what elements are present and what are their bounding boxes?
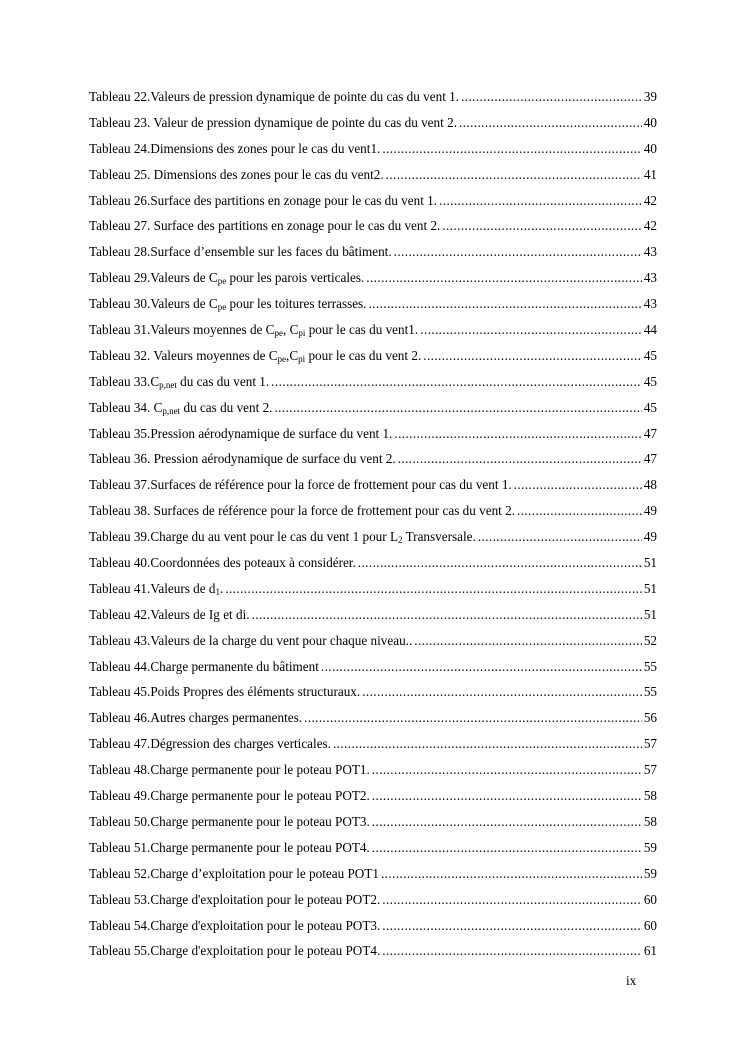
toc-entry[interactable] [89, 916, 657, 942]
toc-leader-dots [420, 320, 642, 340]
toc-leader-dots [366, 268, 642, 288]
table-of-tables [89, 87, 657, 967]
toc-leader-dots [333, 734, 642, 754]
toc-entry-label: Tableau 44.Charge permanente du bâtiment [89, 658, 319, 674]
toc-entry-label: Tableau 48.Charge permanente pour le poteau POT1. [89, 762, 370, 778]
toc-entry-page: 43 [643, 270, 657, 286]
toc-entry[interactable] [89, 890, 657, 916]
toc-entry[interactable] [89, 734, 657, 760]
toc-entry[interactable] [89, 786, 657, 812]
toc-entry-page: 47 [643, 451, 657, 467]
toc-entry-page: 42 [643, 192, 657, 208]
toc-entry-page: 49 [643, 529, 657, 545]
toc-entry[interactable] [89, 191, 657, 217]
toc-entry[interactable] [89, 501, 657, 527]
toc-leader-dots [368, 294, 641, 314]
toc-entry[interactable] [89, 760, 657, 786]
toc-leader-dots [517, 501, 642, 521]
toc-entry-label: Tableau 26.Surface des partitions en zonage pour le cas du vent 1. [89, 192, 438, 208]
toc-entry[interactable] [89, 87, 657, 113]
toc-entry[interactable] [89, 113, 657, 139]
toc-leader-dots [398, 449, 642, 469]
toc-entry[interactable] [89, 139, 657, 165]
toc-leader-dots [439, 191, 642, 211]
toc-leader-dots [382, 941, 642, 961]
toc-entry-label: Tableau 28.Surface d’ensemble sur les faces du bâtiment. [89, 244, 392, 260]
toc-entry[interactable] [89, 941, 657, 967]
toc-entry[interactable] [89, 165, 657, 191]
toc-leader-dots [372, 838, 642, 858]
toc-entry-page: 59 [643, 865, 657, 881]
toc-entry-page: 51 [643, 555, 657, 571]
toc-entry-label: Tableau 49.Charge permanente pour le poteau POT2. [89, 788, 370, 804]
toc-leader-dots [362, 682, 642, 702]
toc-entry-label: Tableau 38. Surfaces de référence pour la force de frottement pour cas du vent 2. [89, 503, 516, 519]
toc-entry-label: Tableau 42.Valeurs de Ig et di. [89, 606, 250, 622]
toc-leader-dots [304, 708, 642, 728]
toc-entry-label: Tableau 45.Poids Propres des éléments structuraux. [89, 684, 361, 700]
toc-entry-page: 59 [643, 839, 657, 855]
toc-entry-page: 61 [643, 943, 657, 959]
toc-entry-label: Tableau 27. Surface des partitions en zonage pour le cas du vent 2. [89, 218, 441, 234]
toc-leader-dots [358, 553, 642, 573]
toc-leader-dots [459, 113, 642, 133]
toc-entry-page: 51 [643, 580, 657, 596]
toc-entry-label: Tableau 31.Valeurs moyennes de $C_{pe}$, $C_{pi}$ pour le cas du vent1. [89, 322, 419, 339]
toc-entry-page: 60 [643, 891, 657, 907]
toc-entry-label: Tableau 55.Charge d'exploitation pour le poteau POT4. [89, 943, 381, 959]
toc-entry[interactable] [89, 838, 657, 864]
toc-entry-label: Tableau 51.Charge permanente pour le poteau POT4. [89, 839, 370, 855]
page-number: ix [626, 973, 637, 988]
toc-entry-page: 58 [643, 813, 657, 829]
toc-leader-dots [252, 605, 642, 625]
toc-entry[interactable] [89, 475, 657, 501]
toc-entry-label: Tableau 50.Charge permanente pour le poteau POT3. [89, 813, 370, 829]
toc-leader-dots [372, 812, 642, 832]
toc-leader-dots [382, 139, 641, 159]
toc-leader-dots [514, 475, 642, 495]
toc-entry[interactable] [89, 242, 657, 268]
toc-entry-page: 45 [643, 347, 657, 363]
toc-entry-page: 42 [643, 218, 657, 234]
toc-entry-label: Tableau 47.Dégression des charges verticales. [89, 736, 331, 752]
toc-entry-label: Tableau 23. Valeur de pression dynamique de pointe du cas du vent 2. [89, 114, 457, 130]
toc-entry-label: Tableau 24.Dimensions des zones pour le cas du vent1. [89, 140, 381, 156]
toc-leader-dots [321, 657, 642, 677]
toc-entry[interactable] [89, 527, 657, 553]
toc-entry[interactable] [89, 708, 657, 734]
toc-entry-page: 43 [643, 244, 657, 260]
toc-entry[interactable] [89, 346, 657, 372]
toc-entry-label: Tableau 32. Valeurs moyennes de $C_{pe},C_{pi}$ pour le cas du vent 2. [89, 347, 422, 364]
toc-entry[interactable] [89, 579, 657, 605]
toc-entry-page: 55 [643, 658, 657, 674]
toc-entry[interactable] [89, 553, 657, 579]
toc-entry-label: Tableau 39.Charge du au vent pour le cas du vent 1 pour $L_2$ Transversale. [89, 529, 476, 546]
toc-entry[interactable] [89, 864, 657, 890]
toc-entry-label: Tableau $33.C_{p,net}$ du cas du vent 1. [89, 373, 270, 390]
toc-entry[interactable] [89, 605, 657, 631]
toc-entry-label: Tableau 30.Valeurs de $C_{pe}$ pour les toitures terrasses. [89, 296, 367, 313]
toc-entry-label: Tableau 25. Dimensions des zones pour le cas du vent2. [89, 166, 384, 182]
toc-entry-label: Tableau 35.Pression aérodynamique de surface du vent 1. [89, 425, 393, 441]
toc-entry-page: 58 [643, 788, 657, 804]
toc-entry-page: 45 [643, 399, 657, 415]
toc-entry-page: 40 [643, 114, 657, 130]
toc-leader-dots [274, 398, 641, 418]
toc-entry-label: Tableau 52.Charge d’exploitation pour le poteau POT1 [89, 865, 379, 881]
toc-entry-label: Tableau 34. $C_{p,net}$ du cas du vent 2. [89, 399, 273, 416]
toc-entry[interactable] [89, 424, 657, 450]
toc-leader-dots [386, 165, 642, 185]
toc-entry[interactable] [89, 812, 657, 838]
toc-entry-label: Tableau 43.Valeurs de la charge du vent pour chaque niveau.. [89, 632, 413, 648]
toc-entry-page: 49 [643, 503, 657, 519]
toc-entry-page: 47 [643, 425, 657, 441]
toc-entry[interactable] [89, 449, 657, 475]
toc-entry-label: Tableau 53.Charge d'exploitation pour le poteau POT2. [89, 891, 381, 907]
toc-entry-page: 52 [643, 632, 657, 648]
toc-leader-dots [478, 527, 642, 547]
toc-entry-page: 57 [643, 736, 657, 752]
toc-entry-page: 56 [643, 710, 657, 726]
toc-leader-dots [382, 916, 642, 936]
toc-entry[interactable] [89, 216, 657, 242]
toc-leader-dots [394, 242, 642, 262]
toc-entry-label: Tableau 46.Autres charges permanentes. [89, 710, 303, 726]
toc-entry-page: 43 [643, 296, 657, 312]
toc-leader-dots [381, 864, 642, 884]
toc-leader-dots [225, 579, 642, 599]
toc-leader-dots [423, 346, 642, 366]
toc-entry-label: Tableau 36. Pression aérodynamique de surface du vent 2. [89, 451, 396, 467]
toc-entry-page: 60 [643, 917, 657, 933]
toc-entry-page: 44 [643, 322, 657, 338]
toc-entry-label: Tableau 22.Valeurs de pression dynamique de pointe du cas du vent 1. [89, 89, 460, 104]
toc-entry-page: 57 [643, 762, 657, 778]
toc-leader-dots [372, 786, 642, 806]
toc-entry[interactable] [89, 294, 657, 320]
toc-entry[interactable] [89, 398, 657, 424]
toc-leader-dots [414, 631, 642, 651]
toc-entry-page: 45 [643, 373, 657, 389]
toc-leader-dots [372, 760, 642, 780]
toc-leader-dots [394, 424, 641, 444]
toc-entry-label: Tableau 54.Charge d'exploitation pour le poteau POT3. [89, 917, 381, 933]
toc-entry-page: 48 [643, 477, 657, 493]
toc-entry[interactable] [89, 372, 657, 398]
toc-entry-page: 55 [643, 684, 657, 700]
toc-entry[interactable] [89, 268, 657, 294]
toc-entry-page: 39 [643, 89, 657, 104]
toc-entry-page: 51 [643, 606, 657, 622]
toc-entry-label: Tableau 40.Coordonnées des poteaux à considérer. [89, 555, 356, 571]
toc-leader-dots [442, 216, 641, 236]
toc-entry[interactable] [89, 320, 657, 346]
toc-entry[interactable] [89, 631, 657, 657]
toc-entry-label: Tableau 41.Valeurs de $d_1$. [89, 580, 224, 597]
toc-leader-dots [461, 87, 642, 107]
toc-leader-dots [382, 890, 642, 910]
toc-entry-page: 41 [643, 166, 657, 182]
toc-leader-dots [271, 372, 642, 392]
toc-entry-label: Tableau 29.Valeurs de $C_{pe}$ pour les parois verticales. [89, 270, 365, 287]
toc-entry-page: 40 [643, 140, 657, 156]
toc-entry[interactable] [89, 657, 657, 683]
toc-entry-label: Tableau 37.Surfaces de référence pour la force de frottement pour cas du vent 1. [89, 477, 512, 493]
toc-entry[interactable] [89, 682, 657, 708]
